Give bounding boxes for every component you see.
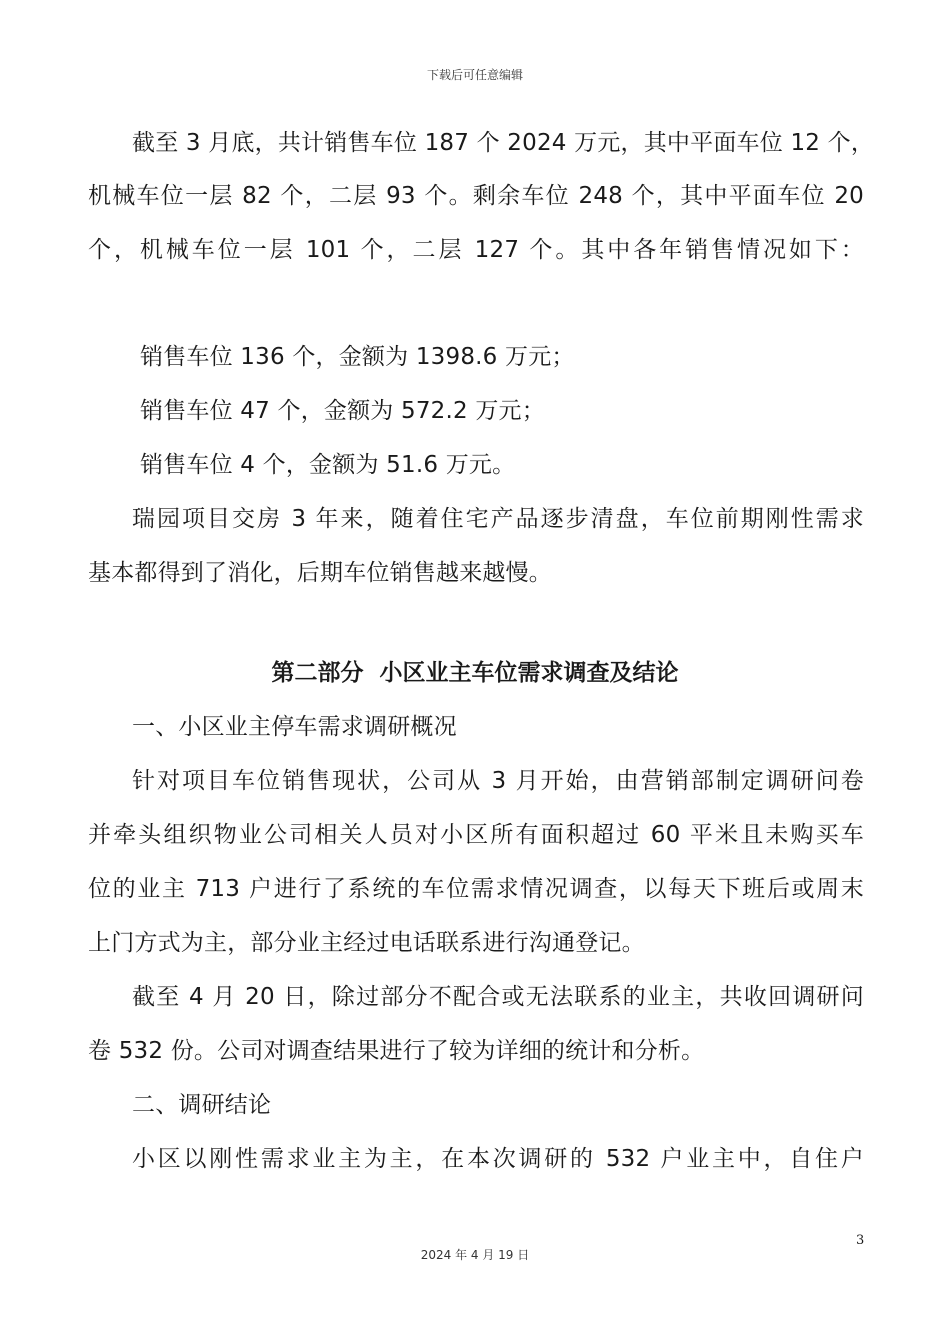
paragraph-line: 个，机械车位一层 101 个，二层 127 个。其中各年销售情况如下：: [88, 237, 864, 263]
paragraph-line: 位的业主 713 户进行了系统的车位需求情况调查，以每天下班后或周末: [88, 876, 864, 902]
list-item: 销售车位 4 个，金额为 51.6 万元。: [140, 452, 516, 478]
page-footer-date: 2024 年 4 月 19 日: [420, 1248, 530, 1262]
page-number: 3: [856, 1233, 865, 1248]
paragraph-line: 针对项目车位销售现状，公司从 3 月开始，由营销部制定调研问卷: [132, 768, 864, 794]
list-item: 销售车位 47 个，金额为 572.2 万元；: [140, 398, 545, 424]
list-item: 销售车位 136 个，金额为 1398.6 万元；: [140, 344, 575, 370]
paragraph-line: 卷 532 份。公司对调查结果进行了较为详细的统计和分析。: [88, 1038, 705, 1064]
paragraph-line: 并牵头组织物业公司相关人员对小区所有面积超过 60 平米且未购买车: [88, 822, 864, 848]
paragraph-line: 机械车位一层 82 个，二层 93 个。剩余车位 248 个，其中平面车位 20: [88, 183, 864, 209]
section-title: 第二部分 小区业主车位需求调查及结论: [271, 660, 679, 686]
subsection-heading: 一、小区业主停车需求调研概况: [132, 714, 457, 740]
paragraph-line: 截至 3 月底，共计销售车位 187 个 2024 万元，其中平面车位 12 个，: [132, 130, 875, 156]
paragraph-line: 截至 4 月 20 日，除过部分不配合或无法联系的业主，共收回调研问: [132, 984, 864, 1010]
subsection-heading: 二、调研结论: [132, 1092, 272, 1118]
paragraph-line: 基本都得到了消化，后期车位销售越来越慢。: [88, 560, 552, 586]
page-header: 下载后可任意编辑: [426, 68, 523, 82]
paragraph-line: 小区以刚性需求业主为主，在本次调研的 532 户业主中，自住户: [132, 1146, 864, 1172]
paragraph-line: 瑞园项目交房 3 年来，随着住宅产品逐步清盘，车位前期刚性需求: [132, 506, 864, 532]
paragraph-line: 上门方式为主，部分业主经过电话联系进行沟通登记。: [88, 930, 645, 956]
